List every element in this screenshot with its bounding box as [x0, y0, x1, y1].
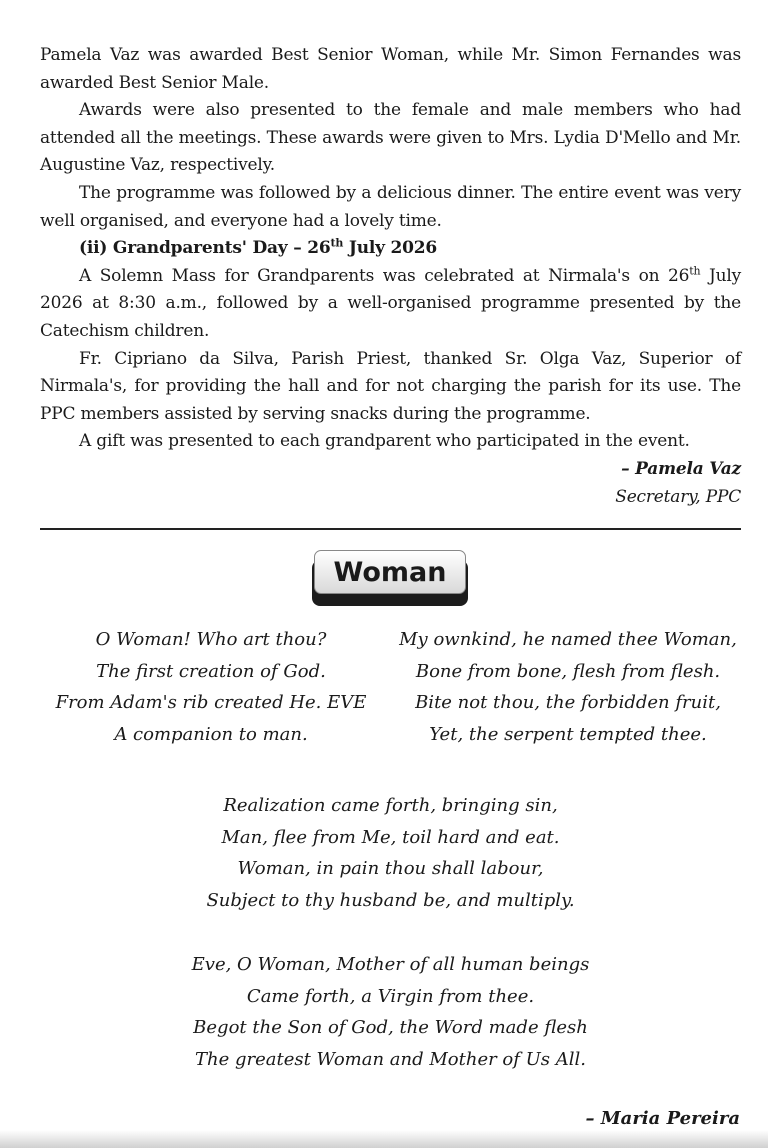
poem-line: Bite not thou, the forbidden fruit,	[415, 692, 721, 713]
paragraph: Awards were also presented to the female and male members who had attended all the meetings. These awards were given to Mrs. Lydia D'Mello and Mr. Augustine Vaz, respectively.	[40, 100, 741, 176]
poem-title: Woman	[314, 550, 466, 594]
paragraph-text: A Solemn Mass for Grandparents was celebrated at Nirmala's on 26	[79, 265, 690, 286]
heading-text: July 2026	[343, 238, 438, 259]
poem-stanza	[40, 790, 741, 916]
article-body	[40, 42, 741, 511]
section-heading	[40, 235, 741, 263]
superscript: th	[330, 236, 344, 250]
poem-stanza	[385, 624, 751, 750]
paragraph: Fr. Cipriano da Silva, Parish Priest, thanked Sr. Olga Vaz, Superior of Nirmala's, for providing the hall and for not charging the parish for its use. The PPC members assisted by serving snacks during the programme.	[40, 348, 741, 424]
poem-line: Subject to thy husband be, and multiply.	[206, 889, 575, 911]
poem-line: Woman, in pain thou shall labour,	[237, 858, 544, 879]
paragraph: The programme was followed by a delicious dinner. The entire event was very well organised, and everyone had a lovely time.	[40, 182, 741, 231]
poem-line: The first creation of God.	[96, 660, 326, 682]
paragraph: Pamela Vaz was awarded Best Senior Woman, while Mr. Simon Fernandes was awarded Best Senior Male.	[40, 45, 741, 93]
paragraph	[40, 263, 741, 346]
poem-line: O Woman! Who art thou?	[95, 629, 327, 650]
poem-stanza	[40, 624, 382, 750]
poem-line: Begot the Son of God, the Word made flesh	[193, 1017, 588, 1038]
poem-line: Bone from bone, flesh from flesh.	[415, 660, 721, 682]
poem-line: From Adam's rib created He. EVE	[55, 692, 367, 713]
poem-line: The greatest Woman and Mother of Us All.	[194, 1048, 587, 1070]
poem-line: Man, flee from Me, toil hard and eat.	[221, 826, 560, 848]
poem-line: Came forth, a Virgin from thee.	[246, 985, 535, 1007]
paragraph-text: July 2026 at 8:30 a.m., followed by a well-organised programme presented by the Catechism children.	[40, 265, 741, 341]
paragraph: A gift was presented to each grandparent who participated in the event.	[79, 431, 690, 452]
footer-decoration	[0, 1130, 768, 1148]
signature-name: – Pamela Vaz	[621, 458, 741, 479]
section-divider	[40, 528, 741, 530]
poem-line: Yet, the serpent tempted thee.	[429, 723, 707, 745]
poem-line: A companion to man.	[114, 723, 308, 745]
superscript: th	[689, 264, 701, 278]
poem-line: My ownkind, he named thee Woman,	[399, 629, 737, 650]
poem-line: Eve, O Woman, Mother of all human beings	[191, 954, 590, 975]
poem-stanza	[40, 949, 741, 1075]
signature-title: Secretary, PPC	[615, 486, 741, 507]
poem-author: – Maria Pereira	[585, 1108, 740, 1129]
poem-title-badge	[312, 550, 468, 608]
heading-text: (ii) Grandparents' Day – 26	[79, 238, 331, 259]
poem-line: Realization came forth, bringing sin,	[223, 795, 558, 816]
